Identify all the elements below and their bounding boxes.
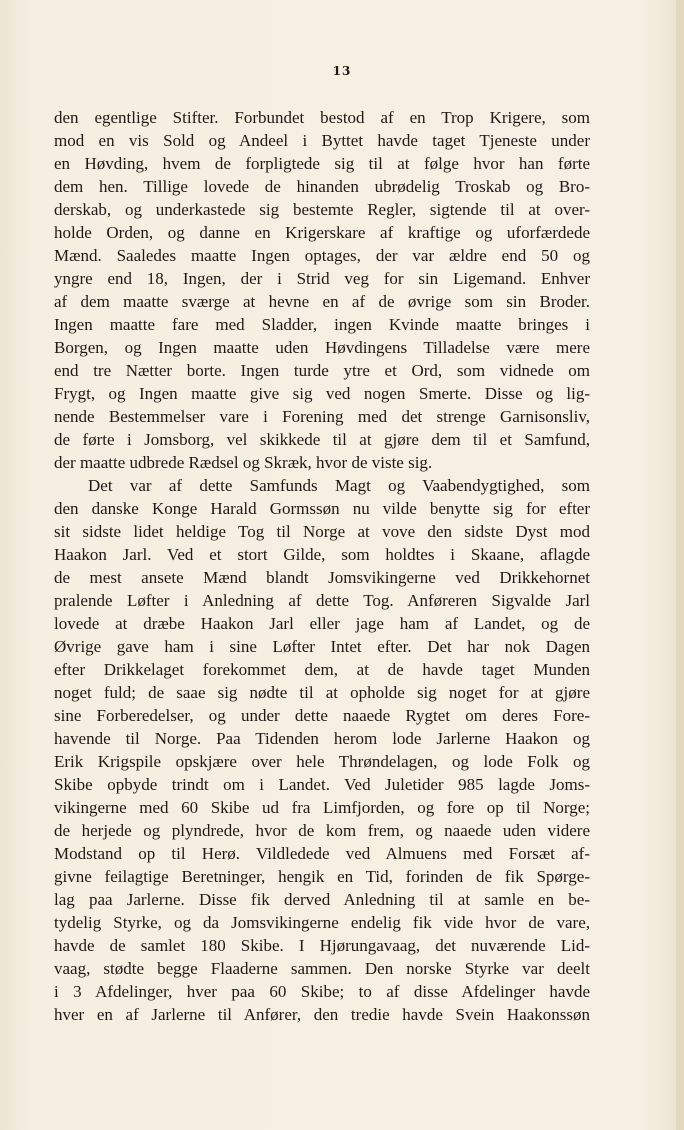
text-line: yngre end 18, Ingen, der i Strid veg for sin Ligemand. Enhver [54,269,590,288]
text-line: de førte i Jomsborg, vel skikkede til at gjøre dem til et Samfund, [54,430,590,449]
text-line: Frygt, og Ingen maatte give sig ved nogen Smerte. Disse og lig- [54,384,590,403]
text-line: Øvrige gave ham i sine Løfter Intet efter. Det har nok Dagen [54,637,590,656]
text-line: havende til Norge. Paa Tidenden herom lode Jarlerne Haakon og [54,729,590,748]
text-line: noget fuld; de saae sig nødte til at opholde sig noget for at gjøre [54,683,590,702]
text-line: holde Orden, og danne en Krigerskare af kraftige og uforfærdede [54,223,590,242]
text-line: efter Drikkelaget forekommet dem, at de havde taget Munden [54,660,590,679]
text-line: af dem maatte sværge at hevne en af de øvrige som sin Broder. [54,292,590,311]
text-line: Skibe opbyde trindt om i Landet. Ved Juletider 985 lagde Joms- [54,775,590,794]
text-line: Erik Krigspile opskjære over hele Thrøndelagen, og lode Folk og [54,752,590,771]
text-line: den egentlige Stifter. Forbundet bestod af en Trop Krigere, som [54,108,590,127]
page-edge [676,0,684,1130]
text-line: Det var af dette Samfunds Magt og Vaabendygtighed, som [88,476,590,495]
text-line: givne feilagtige Beretninger, hengik en Tid, forinden de fik Spørge- [54,867,590,886]
text-line: derskab, og underkastede sig bestemte Regler, sigtende til at over- [54,200,590,219]
text-line: dem hen. Tillige lovede de hinanden ubrødelig Troskab og Bro- [54,177,590,196]
text-line: de herjede og plyndrede, hvor de kom frem, og naaede uden videre [54,821,590,840]
body-text [54,106,590,1026]
text-line: havde de samlet 180 Skibe. I Hjørungavaag, det nuværende Lid- [54,936,590,955]
text-line: pralende Løfter i Anledning af dette Tog. Anføreren Sigvalde Jarl [54,591,590,610]
text-line: hver en af Jarlerne til Anfører, den tredie havde Svein Haakonssøn [54,1005,590,1024]
text-line: Ingen maatte fare med Sladder, ingen Kvinde maatte bringes i [54,315,590,334]
text-line: end tre Nætter borte. Ingen turde ytre et Ord, som vidnede om [54,361,590,380]
text-line: nende Bestemmelser vare i Forening med det strenge Garnisonsliv, [54,407,590,426]
text-line: Haakon Jarl. Ved et stort Gilde, som holdtes i Skaane, aflagde [54,545,590,564]
text-line: Modstand op til Herø. Vildledede ved Almuens med Forsæt af- [54,844,590,863]
text-line: en Høvding, hvem de forpligtede sig til at følge hvor han førte [54,154,590,173]
text-line: lovede at dræbe Haakon Jarl eller jage ham af Landet, og de [54,614,590,633]
text-line: Mænd. Saaledes maatte Ingen optages, der var ældre end 50 og [54,246,590,265]
text-line: sit sidste lidet heldige Tog til Norge at vove den sidste Dyst mod [54,522,590,541]
text-line: den danske Konge Harald Gormssøn nu vilde benytte sig for efter [54,499,590,518]
text-line: mod en vis Sold og Andeel i Byttet havde taget Tjeneste under [54,131,590,150]
text-line: Borgen, og Ingen maatte uden Høvdingens Tilladelse være mere [54,338,590,357]
text-line: sine Forberedelser, og under dette naaede Rygtet om deres Fore- [54,706,590,725]
text-line: vaag, stødte begge Flaaderne sammen. Den norske Styrke var deelt [54,959,590,978]
text-line: de mest ansete Mænd blandt Jomsvikingerne ved Drikkehornet [54,568,590,587]
text-line: i 3 Afdelinger, hver paa 60 Skibe; to af disse Afdelinger havde [54,982,590,1001]
text-line: lag paa Jarlerne. Disse fik derved Anledning til at samle en be- [54,890,590,909]
text-line: vikingerne med 60 Skibe ud fra Limfjorden, og fore op til Norge; [54,798,590,817]
page-number: 13 [332,64,352,78]
text-line: der maatte udbrede Rædsel og Skræk, hvor de viste sig. [54,453,433,472]
text-line: tydelig Styrke, og da Jomsvikingerne endelig fik vide hvor de vare, [54,913,590,932]
